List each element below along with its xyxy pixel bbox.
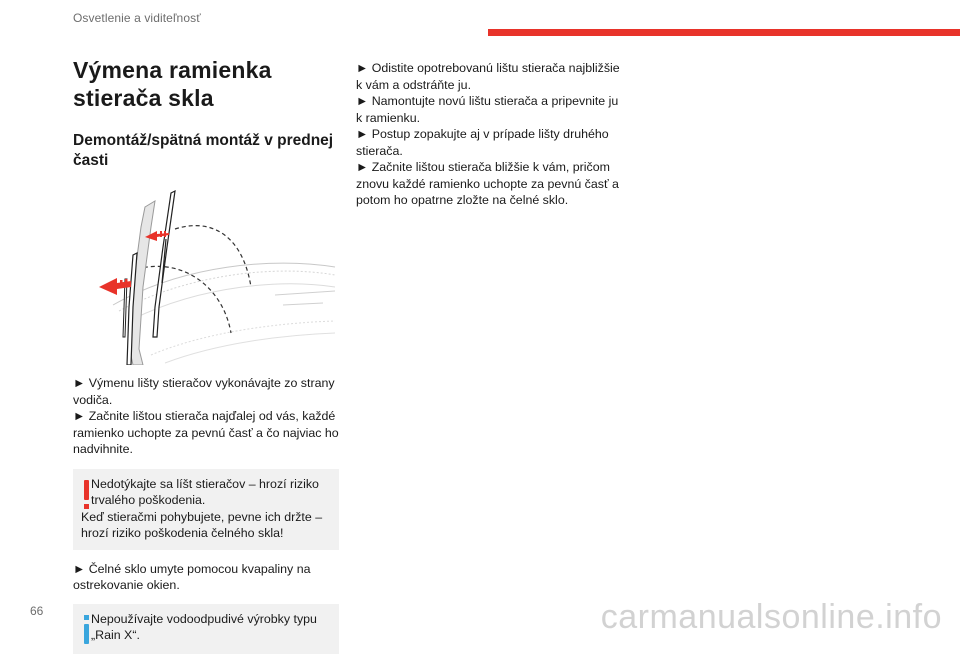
page-title: Výmena ramienka stierača skla — [73, 57, 272, 111]
wiper-arm-removal-illustration — [73, 187, 339, 365]
wiper-illustration-svg — [73, 187, 339, 365]
step-repeat-second-blade: ► Postup zopakujte aj v prípade lišty druhého stierača. — [356, 127, 609, 158]
watermark: carmanualsonline.info — [600, 598, 942, 636]
info-note-text: Nepoužívajte vodoodpudivé výrobky typu „Rain X“. — [91, 611, 317, 642]
step-lift-far-arm: ► Začnite lištou stierača najďalej od vás, každé ramienko uchopte za pevnú časť a čo najviac ho nadvihnite. — [73, 409, 339, 456]
info-icon — [84, 615, 90, 645]
section-subtitle: Demontáž/spätná montáž v prednej časti — [73, 132, 334, 169]
step-fit-new-blade: ► Namontujte novú lištu stierača a pripevnite ju k ramienku. — [356, 94, 619, 125]
warning-note-line-1: Nedotýkajte sa líšt stieračov – hrozí riziko trvalého poškodenia. — [91, 476, 319, 507]
page-number: 66 — [30, 604, 44, 618]
info-note — [73, 604, 339, 654]
step-unlock-worn-blade: ► Odistite opotrebovanú lištu stierača najbližšie k vám a odstráňte ju. — [356, 61, 620, 92]
step-lower-arms: ► Začnite lištou stierača bližšie k vám, pričom znovu každé ramienko uchopte za pevnú časť a potom ho opatrne zložte na čelné sklo. — [356, 160, 619, 207]
right-column — [356, 60, 626, 209]
left-column — [73, 56, 339, 654]
warning-icon — [84, 480, 90, 510]
step-do-from-driver-side: ► Výmenu lišty stieračov vykonávajte zo strany vodiča. — [73, 376, 335, 407]
header-accent-bar — [488, 29, 960, 36]
header-section-title: Osvetlenie a viditeľnosť — [73, 11, 201, 25]
warning-note — [73, 469, 339, 550]
warning-note-line-2: Keď stieračmi pohybujete, pevne ich držte – hrozí riziko poškodenia čelného skla! — [81, 509, 323, 540]
step-wash-windscreen: ► Čelné sklo umyte pomocou kvapaliny na ostrekovanie okien. — [73, 561, 311, 592]
